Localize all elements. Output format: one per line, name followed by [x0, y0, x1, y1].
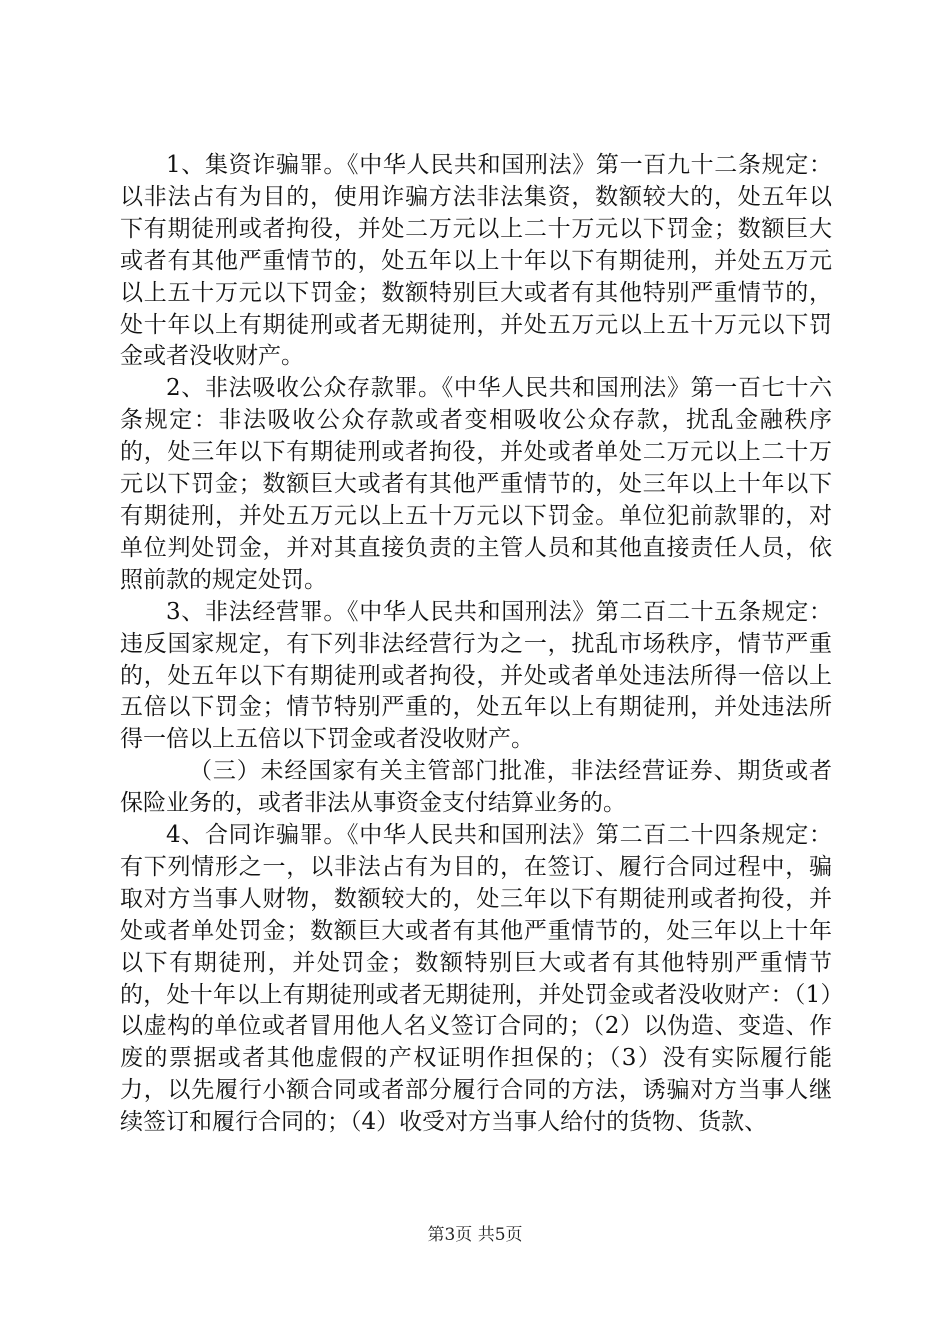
paragraph-clause-three: （三）未经国家有关主管部门批准，非法经营证券、期货或者保险业务的，或者非法从事资金支付结算业务的。 — [120, 758, 832, 817]
paragraph-illegal-deposit-taking: 2、非法吸收公众存款罪。《中华人民共和国刑法》第一百七十六条规定：非法吸收公众存款或者变相吸收公众存款，扰乱金融秩序的，处三年以下有期徒刑或者拘役，并处或者单处二万元以上二十万元以下罚金；数额巨大或者有其他严重情节的，处三年以上十年以下有期徒刑，并处五万元以上五十万元以下罚金。单位犯前款罪的，对单位判处罚金，并对其直接负责的主管人员和其他直接责任人员，依照前款的规定处罚。 — [120, 375, 832, 593]
document-body — [120, 150, 832, 1139]
paragraph-illegal-business: 3、非法经营罪。《中华人民共和国刑法》第二百二十五条规定：违反国家规定，有下列非法经营行为之一，扰乱市场秩序，情节严重的，处五年以下有期徒刑或者拘役，并处或者单处违法所得一倍以上五倍以下罚金；情节特别严重的，处五年以上有期徒刑，并处违法所得一倍以上五倍以下罚金或者没收财产。 — [120, 598, 832, 753]
paragraph-fundraising-fraud: 1、集资诈骗罪。《中华人民共和国刑法》第一百九十二条规定：以非法占有为目的，使用诈骗方法非法集资，数额较大的，处五年以下有期徒刑或者拘役，并处二万元以上二十万元以下罚金；数额巨大或者有其他严重情节的，处五年以上十年以下有期徒刑，并处五万元以上五十万元以下罚金；数额特别巨大或者有其他特别严重情节的，处十年以上有期徒刑或者无期徒刑，并处五万元以上五十万元以下罚金或者没收财产。 — [120, 152, 832, 370]
page-number-footer: 第3页 共5页 — [427, 1225, 523, 1245]
paragraph-contract-fraud: 4、合同诈骗罪。《中华人民共和国刑法》第二百二十四条规定：有下列情形之一，以非法占有为目的，在签订、履行合同过程中，骗取对方当事人财物，数额较大的，处三年以下有期徒刑或者拘役，并处或者单处罚金；数额巨大或者有其他严重情节的，处三年以上十年以下有期徒刑，并处罚金；数额特别巨大或者有其他特别严重情节的，处十年以上有期徒刑或者无期徒刑，并处罚金或者没收财产：（1）以虚构的单位或者冒用他人名义签订合同的；（2）以伪造、变造、作废的票据或者其他虚假的产权证明作担保的；（3）没有实际履行能力，以先履行小额合同或者部分履行合同的方法，诱骗对方当事人继续签订和履行合同的；（4）收受对方当事人给付的货物、货款、 — [120, 822, 832, 1136]
